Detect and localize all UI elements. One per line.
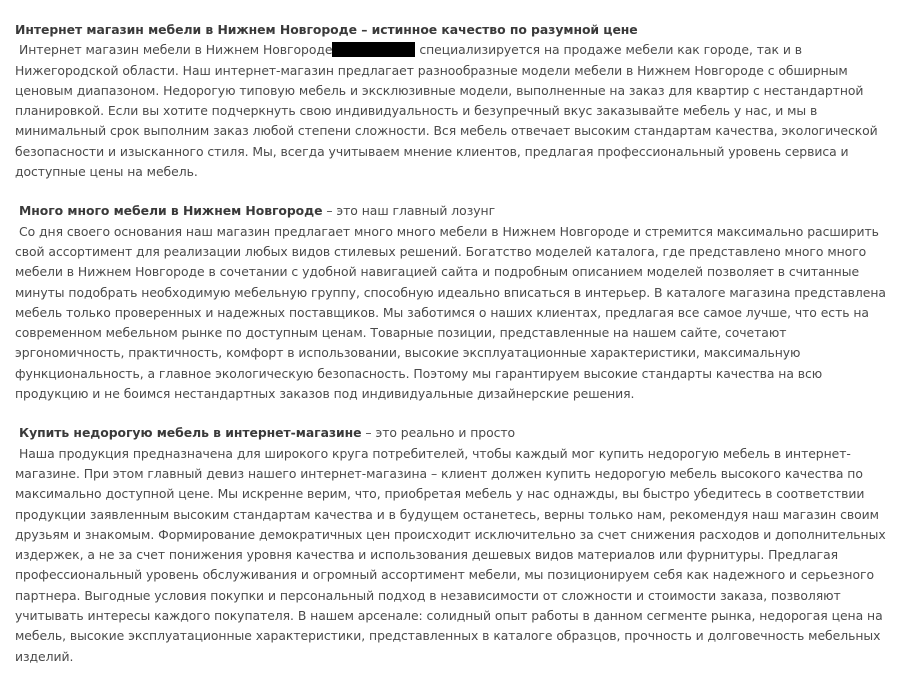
- body-lead-text: Интернет магазин мебели в Нижнем Новгороде: [19, 42, 333, 58]
- article-content: [15, 20, 895, 686]
- section-buy-cheap: [15, 423, 895, 667]
- section-body: [15, 40, 895, 182]
- heading-bold-text: Много много мебели в Нижнем Новгороде: [19, 203, 323, 219]
- section-body: Наша продукция предназначена для широкого круга потребителей, чтобы каждый мог купить недорогую мебель в интернет-магазине. При этом главный девиз нашего интернет-магазина – клиент должен купить недорогую мебель высокого качества по максимально доступной цене. Мы искренне верим, что, приобретая мебель у нас однажды, вы быстро убедитесь в соответствии продукции заявленным высоким стандартам качества и в будущем останетесь, верны только нам, рекомендуя наш магазин своим друзьям и знакомым. Формирование демократичных цен происходит исключительно за счет снижения расходов и дополнительных издержек, а не за счет понижения уровня качества и использования дешевых видов материалов или фурнитуры. Предлагая профессиональный уровень обслуживания и огромный ассортимент мебели, мы позиционируем себя как надежного и серьезного партнера. Выгодные условия покупки и персональный подход в независимости от сложности и стоимости заказа, позволяют учитывать интересы каждого покупателя. В нашем арсенале: солидный опыт работы в данном сегменте рынка, недорогая цена на мебель, высокие эксплуатационные характеристики, представленных в каталоге образцов, прочность и долговечность мебельных изделий.: [15, 445, 886, 664]
- section-body: Со дня своего основания наш магазин предлагает много много мебели в Нижнем Новгороде и стремится максимально расширить свой ассортимент для реализации любых видов стилевых решений. Богатство моделей каталога, где представлено много много мебели в Нижнем Новгороде в сочетании с удобной навигацией сайта и подробным описанием моделей позволяет в считанные минуты подобрать необходимую мебельную группу, способную идеально вписаться в интерьер. В каталоге магазина представлена мебель только проверенных и надежных поставщиков. Мы заботимся о наших клиентах, предлагая все самое лучше, что есть на современном мебельном рынке по доступным ценам. Товарные позиции, представленные на нашем сайте, сочетают эргономичность, практичность, комфорт в использовании, высокие эксплуатационные характеристики, максимальную функциональность, а главное экологическую безопасность. Поэтому мы гарантируем высокие стандарты качества на всю продукцию и не боимся нестандартных заказов под индивидуальные дизайнерские решения.: [15, 223, 886, 402]
- body-text: специализируется на продаже мебели как городе, так и в Нижегородской области. Наш интернет-магазин предлагает разнообразные модели мебели в Нижнем Новгороде с обширным ценовым диапазоном. Недорогую типовую мебель и эксклюзивные модели, выполненные на заказ для квартир с нестандартной планировкой. Если вы хотите подчеркнуть свою индивидуальность и безупречный вкус заказывайте мебель у нас, и мы в минимальный срок выполним заказ любой степени сложности. Вся мебель отвечает высоким стандартам качества, экологической безопасности и изысканного стиля. Мы, всегда учитываем мнение клиентов, предлагая профессиональный уровень сервиса и доступные цены на мебель.: [15, 42, 878, 180]
- section-slogan: [15, 201, 895, 404]
- redacted-block: [332, 42, 415, 57]
- heading-rest-text: – это наш главный лозунг: [322, 203, 496, 219]
- section-heading: [15, 20, 895, 40]
- heading-bold-text: Купить недорогую мебель в интернет-магазине: [19, 425, 362, 441]
- section-heading: [15, 201, 895, 221]
- section-heading: [15, 423, 895, 443]
- section-intro: [15, 20, 895, 182]
- heading-bold-text: Интернет магазин мебели в Нижнем Новгороде – истинное качество по разумной цене: [15, 22, 638, 37]
- heading-rest-text: – это реально и просто: [361, 425, 516, 441]
